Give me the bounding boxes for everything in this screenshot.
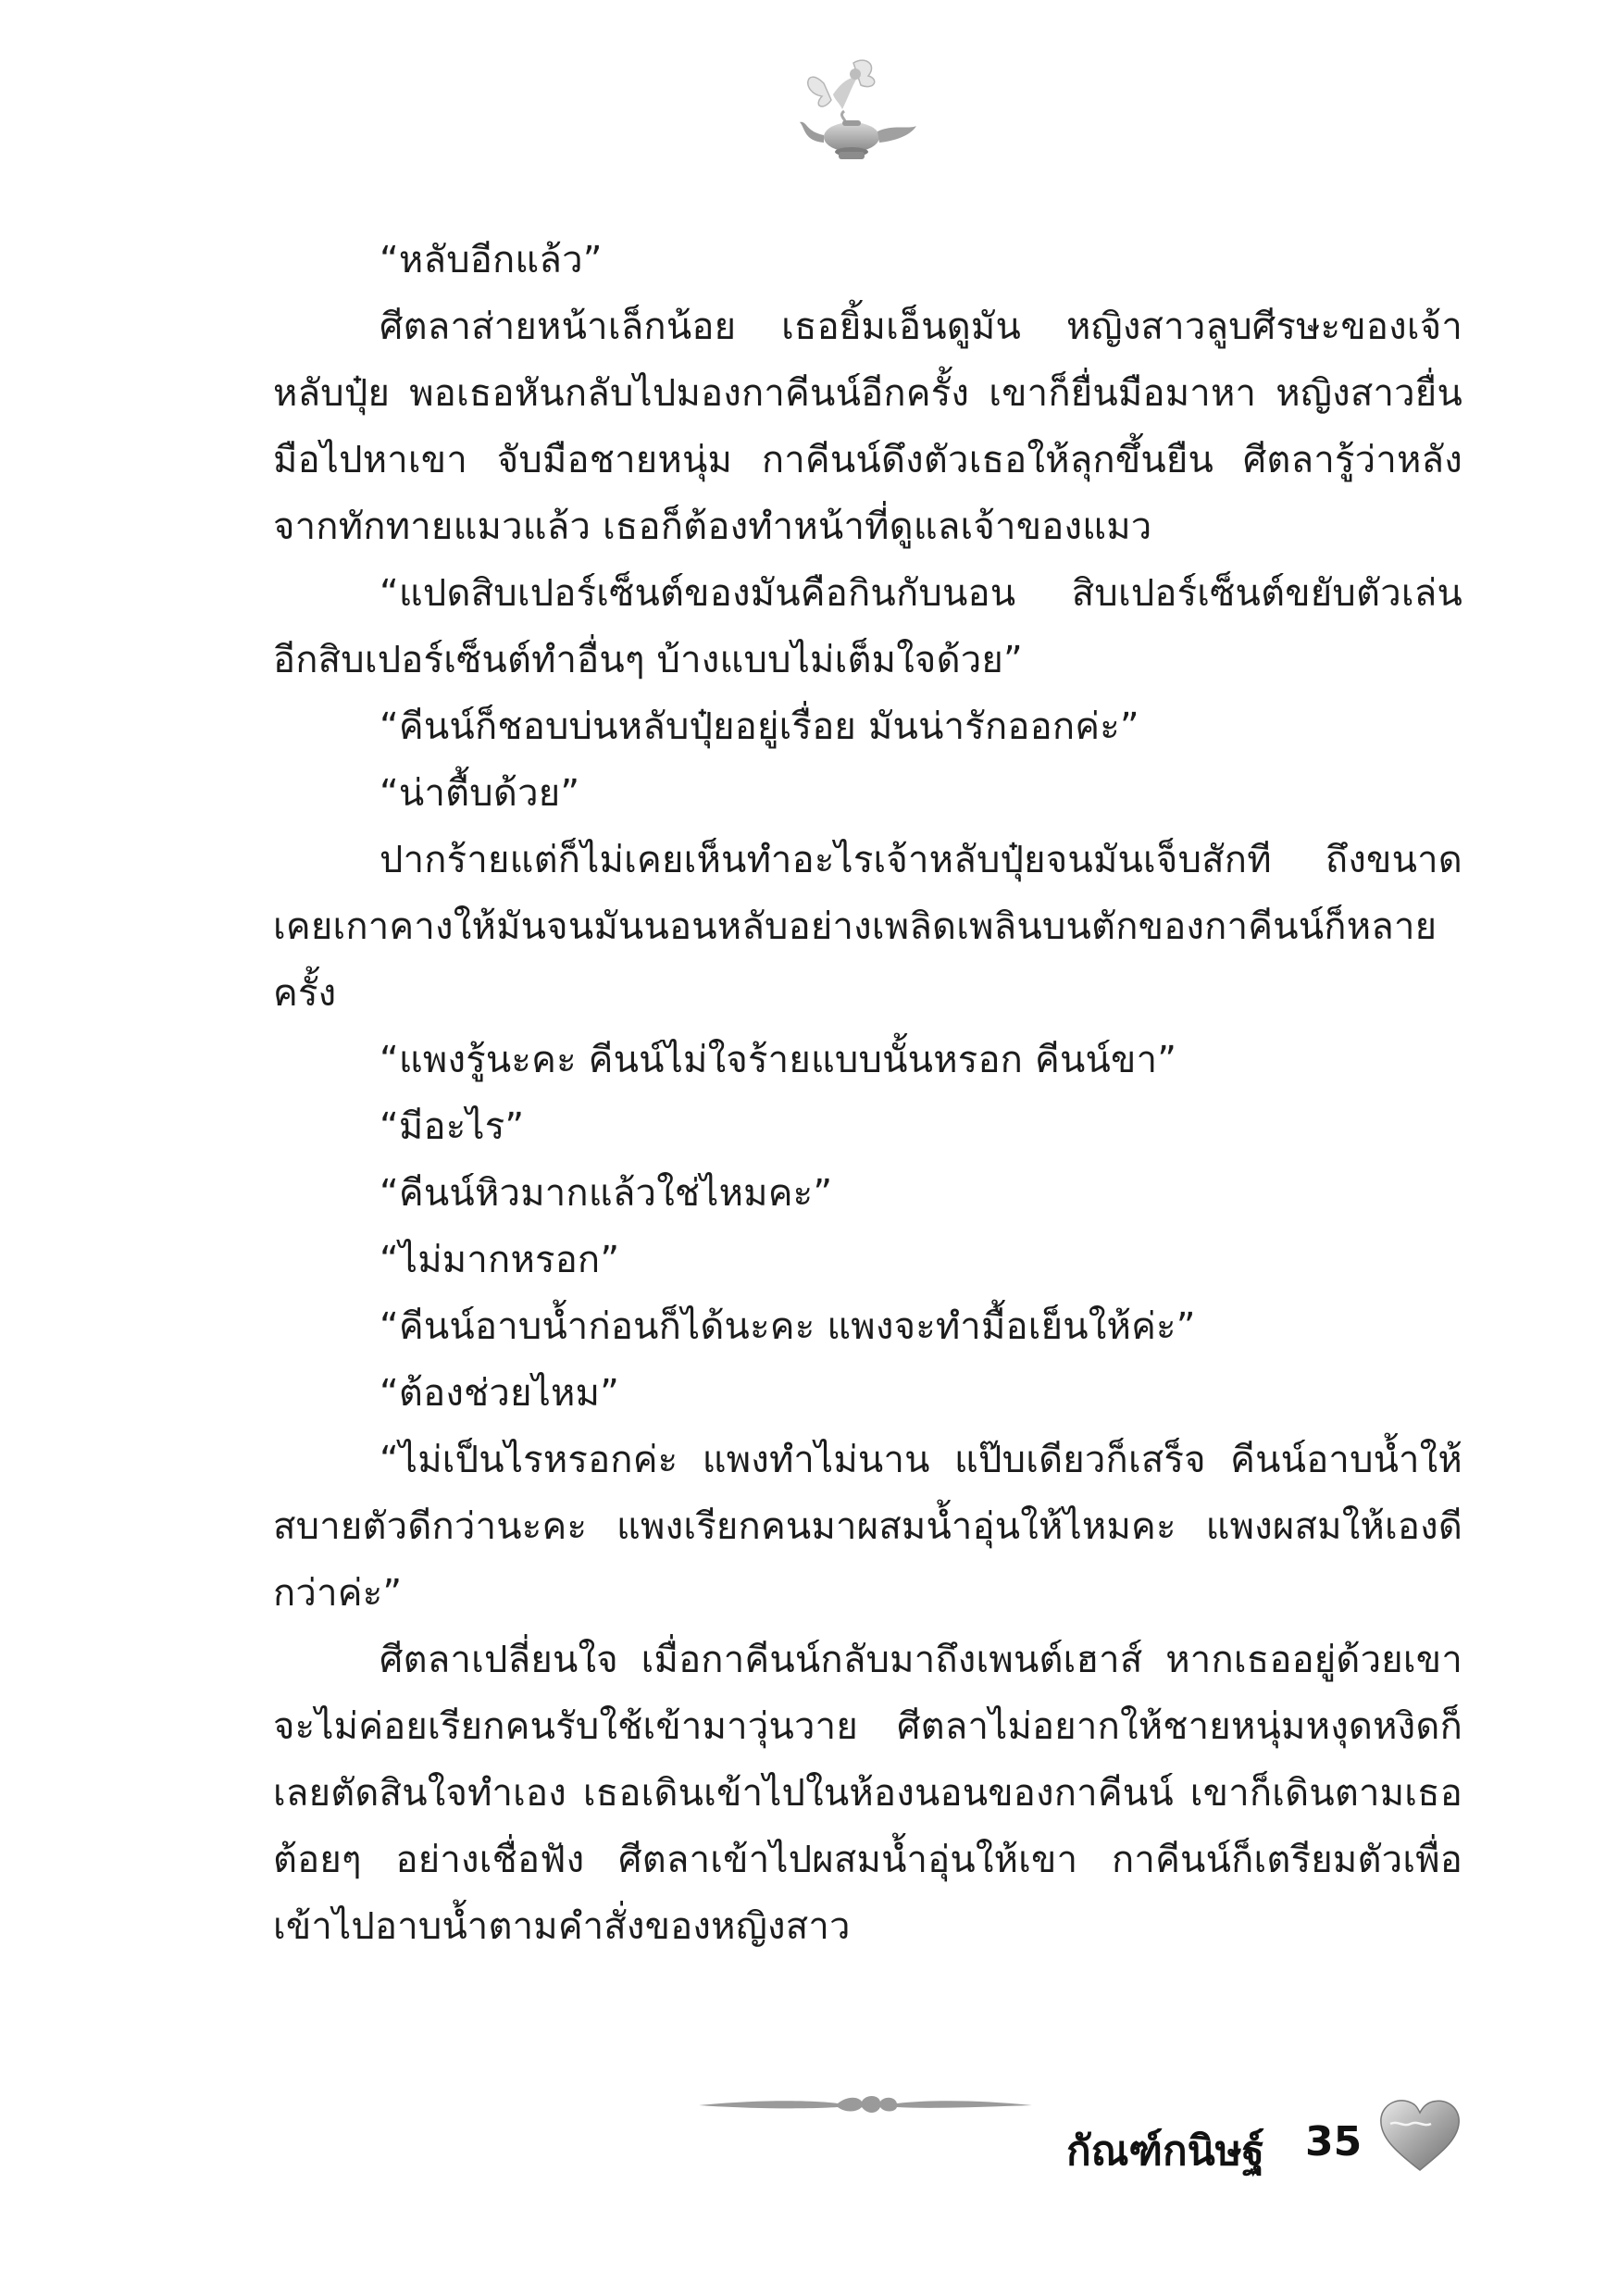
paragraph: ศีตลาส่ายหน้าเล็กน้อย เธอยิ้มเอ็นดูมัน หญิงสาวลูบศีรษะของเจ้าหลับปุ๋ย พอเธอหันกลับไปมองกาคีนน์อีกครั้ง เขาก็ยื่นมือมาหา หญิงสาวยื่นมือไปหาเขา จับมือชายหนุ่ม กาคีนน์ดึงตัวเธอให้ลุกขึ้นยืน ศีตลารู้ว่าหลังจากทักทายแมวแล้ว เธอก็ต้องทำหน้าที่ดูแลเจ้าของแมว xyxy=(273,306,1462,548)
book-title: กัณฑ์กนิษฐ์ xyxy=(1066,2128,1264,2175)
paragraph: “แพงรู้นะคะ คีนน์ไม่ใจร้ายแบบนั้นหรอก คีนน์ขา” xyxy=(380,1039,1177,1081)
body-text xyxy=(273,227,1462,1960)
paragraph: “น่าตื้บด้วย” xyxy=(380,772,580,815)
paragraph: “หลับอีกแล้ว” xyxy=(380,239,603,281)
paragraph: ศีตลาเปลี่ยนใจ เมื่อกาคีนน์กลับมาถึงเพนต์เฮาส์ หากเธออยู่ด้วยเขาจะไม่ค่อยเรียกคนรับใช้เข้ามาวุ่นวาย ศีตลาไม่อยากให้ชายหนุ่มหงุดหงิดก็เลยตัดสินใจทำเอง เธอเดินเข้าไปในห้องนอนของกาคีนน์ เขาก็เดินตามเธอต้อยๆ อย่างเชื่อฟัง ศีตลาเข้าไปผสมน้ำอุ่นให้เขา กาคีนน์ก็เตรียมตัวเพื่อเข้าไปอาบน้ำตามคำสั่งของหญิงสาว xyxy=(273,1639,1462,1948)
paragraph: “ไม่มากหรอก” xyxy=(380,1239,620,1281)
paragraph: “มีอะไร” xyxy=(380,1105,525,1148)
flourish-divider-icon xyxy=(699,2090,1032,2118)
heart-icon xyxy=(1377,2096,1462,2174)
paragraph: “แปดสิบเปอร์เซ็นต์ของมันคือกินกับนอน สิบเปอร์เซ็นต์ขยับตัวเล่นอีกสิบเปอร์เซ็นต์ทำอื่นๆ บ้างแบบไม่เต็มใจด้วย” xyxy=(273,572,1462,681)
paragraph: “คีนน์ก็ชอบบ่นหลับปุ๋ยอยู่เรื่อย มันน่ารักออกค่ะ” xyxy=(380,705,1139,748)
paragraph: “ไม่เป็นไรหรอกค่ะ แพงทำไม่นาน แป๊บเดียวก็เสร็จ คีนน์อาบน้ำให้สบายตัวดีกว่านะคะ แพงเรียกคนมาผสมน้ำอุ่นให้ไหมคะ แพงผสมให้เองดีกว่าค่ะ” xyxy=(273,1439,1462,1615)
paragraph: “ต้องช่วยไหม” xyxy=(380,1372,620,1415)
paragraph: “คีนน์หิวมากแล้วใช่ไหมคะ” xyxy=(380,1172,833,1215)
genie-lamp-icon xyxy=(796,56,926,176)
paragraph: “คีนน์อาบน้ำก่อนก็ได้นะคะ แพงจะทำมื้อเย็นให้ค่ะ” xyxy=(380,1305,1196,1348)
page-number: 35 xyxy=(1305,2118,1363,2165)
paragraph: ปากร้ายแต่ก็ไม่เคยเห็นทำอะไรเจ้าหลับปุ๋ยจนมันเจ็บสักที ถึงขนาดเคยเกาคางให้มันจนมันนอนหลับอย่างเพลิดเพลินบนตักของกาคีนน์ก็หลายครั้ง xyxy=(273,839,1462,1015)
